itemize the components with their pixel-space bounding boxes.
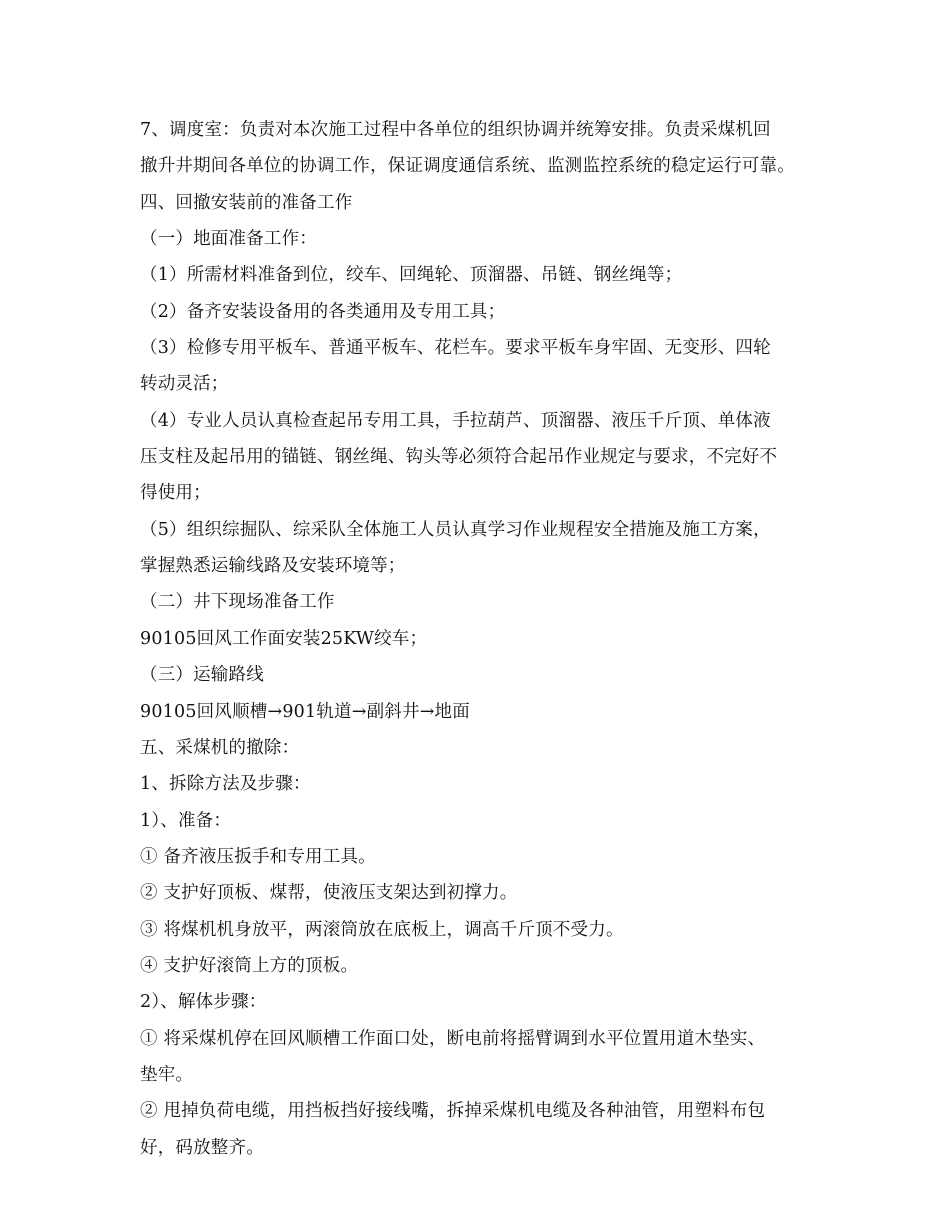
- text-line: （3）检修专用平板车、普通平板车、花栏车。要求平板车身牢固、无变形、四轮: [140, 338, 771, 359]
- text-line: 转动灵活；: [140, 374, 229, 395]
- subsection-heading: （二）井下现场准备工作: [140, 592, 335, 613]
- list-item: ① 备齐液压扳手和专用工具。: [140, 846, 376, 867]
- section-heading: 五、采煤机的撤除：: [140, 737, 300, 758]
- text-line: 掌握熟悉运输线路及安装环境等；: [140, 556, 406, 577]
- subsection-heading: （一）地面准备工作：: [140, 229, 317, 250]
- text-line: （5）组织综掘队、综采队全体施工人员认真学习作业规程安全措施及施工方案，: [140, 519, 771, 540]
- text-line: 7、调度室：负责对本次施工过程中各单位的组织协调并统筹安排。负责采煤机回: [140, 120, 771, 140]
- list-item: ③ 将煤机机身放平，两滚筒放在底板上，调高千斤顶不受力。: [140, 919, 624, 940]
- text-line: （4）专业人员认真检查起吊专用工具，手拉葫芦、顶溜器、液压千斤顶、单体液: [140, 410, 771, 431]
- text-line: 2）、解体步骤：: [140, 992, 267, 1013]
- section-heading: 四、回撤安装前的准备工作: [140, 192, 353, 213]
- text-line: 1）、准备：: [140, 810, 232, 831]
- document-body: [140, 112, 820, 1166]
- text-line: 90105回风工作面安装25KW绞车；: [140, 628, 428, 649]
- text-line: 垫牢。: [140, 1064, 194, 1085]
- text-line: 压支柱及起吊用的锚链、钢丝绳、钩头等必须符合起吊作业规定与要求，不完好不: [140, 447, 778, 468]
- text-line: （1）所需材料准备到位，绞车、回绳轮、顶溜器、吊链、钢丝绳等；: [140, 265, 683, 286]
- subsection-heading: （三）运输路线: [140, 665, 264, 686]
- list-item: ② 甩掉负荷电缆，用挡板挡好接线嘴，拆掉采煤机电缆及各种油管，用塑料布包: [140, 1101, 766, 1122]
- text-line: （2）备齐安装设备用的各类通用及专用工具；: [140, 301, 506, 322]
- list-item: ② 支护好顶板、煤帮，使液压支架达到初撑力。: [140, 883, 518, 904]
- list-item: ④ 支护好滚筒上方的顶板。: [140, 955, 359, 976]
- text-line: 撤升井期间各单位的协调工作，保证调度通信系统、监测监控系统的稳定运行可靠。: [140, 156, 795, 177]
- text-line: 得使用；: [140, 483, 211, 504]
- text-line: 好，码放整齐。: [140, 1137, 264, 1158]
- list-item: ① 将采煤机停在回风顺槽工作面口处，断电前将摇臂调到水平位置用道木垫实、: [140, 1028, 766, 1049]
- text-line: 90105回风顺槽→901轨道→副斜井→地面: [140, 701, 470, 722]
- subsection-heading: 1、拆除方法及步骤：: [140, 774, 311, 795]
